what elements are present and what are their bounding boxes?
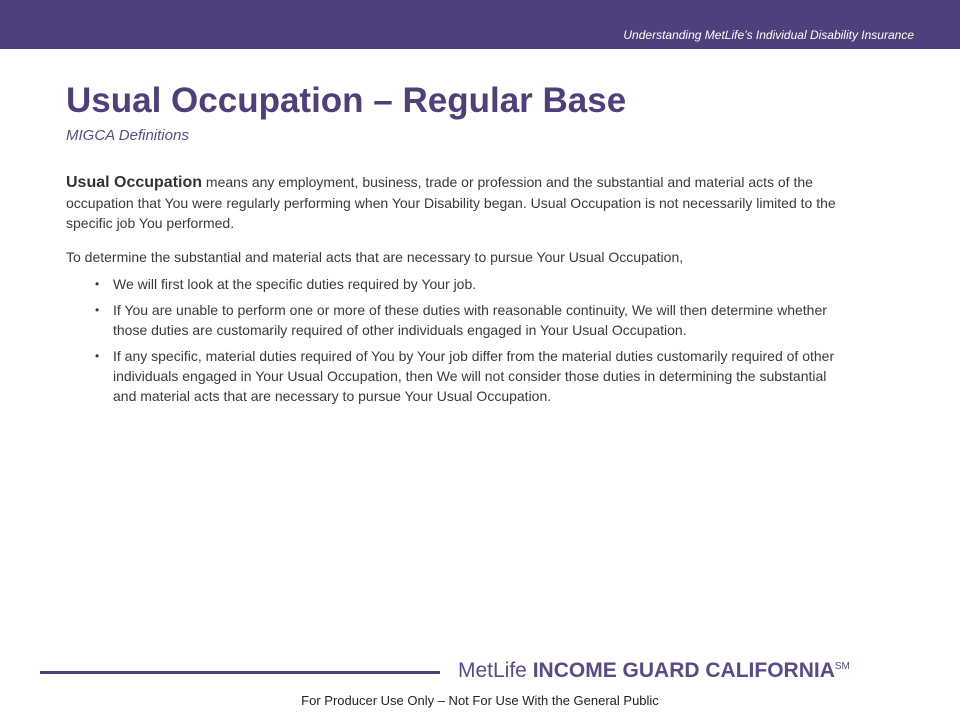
page-subtitle: MIGCA Definitions (66, 127, 189, 144)
list-item (66, 346, 856, 406)
definition-paragraph (66, 172, 856, 233)
service-mark: SM (834, 661, 850, 672)
bullet-icon: • (95, 277, 100, 291)
bullet-icon: • (95, 349, 100, 363)
definition-text: means any employment, business, trade or profession and the substantial and material acts of the occupation that You were regularly performing when Your Disability began. Usual Occupation is not necessarily limited to the specific job You performed. (66, 174, 836, 231)
brand-logo (458, 659, 850, 683)
bullet-list (66, 274, 856, 406)
list-item-text: If any specific, material duties required of You by Your job differ from the material duties customarily required of other individuals engaged in Your Usual Occupation, then We will not consider those duties in determining the substantial and material acts that are necessary to pursue Your Usual Occupation. (113, 348, 835, 404)
intro-paragraph: To determine the substantial and material acts that are necessary to pursue Your Usual Occupation, (66, 249, 684, 265)
header-text: Understanding MetLife’s Individual Disability Insurance (623, 28, 914, 42)
brand-company: MetLife (458, 659, 533, 682)
list-item-text: If You are unable to perform one or more of these duties with reasonable continuity, We will then determine whether those duties are customarily required of other individuals engaged in Your Usual Occupation. (113, 302, 827, 338)
bullet-icon: • (95, 303, 100, 317)
brand-product: INCOME GUARD CALIFORNIA (532, 659, 835, 682)
page-title: Usual Occupation – Regular Base (66, 81, 627, 120)
footer-disclaimer: For Producer Use Only – Not For Use With the General Public (301, 693, 659, 708)
footer-divider (40, 671, 440, 674)
list-item (66, 300, 856, 340)
definition-term: Usual Occupation (66, 174, 203, 191)
list-item-text: We will first look at the specific duties required by Your job. (113, 276, 477, 292)
content-body (66, 172, 856, 412)
header-bar (0, 0, 960, 49)
list-item (66, 274, 856, 294)
